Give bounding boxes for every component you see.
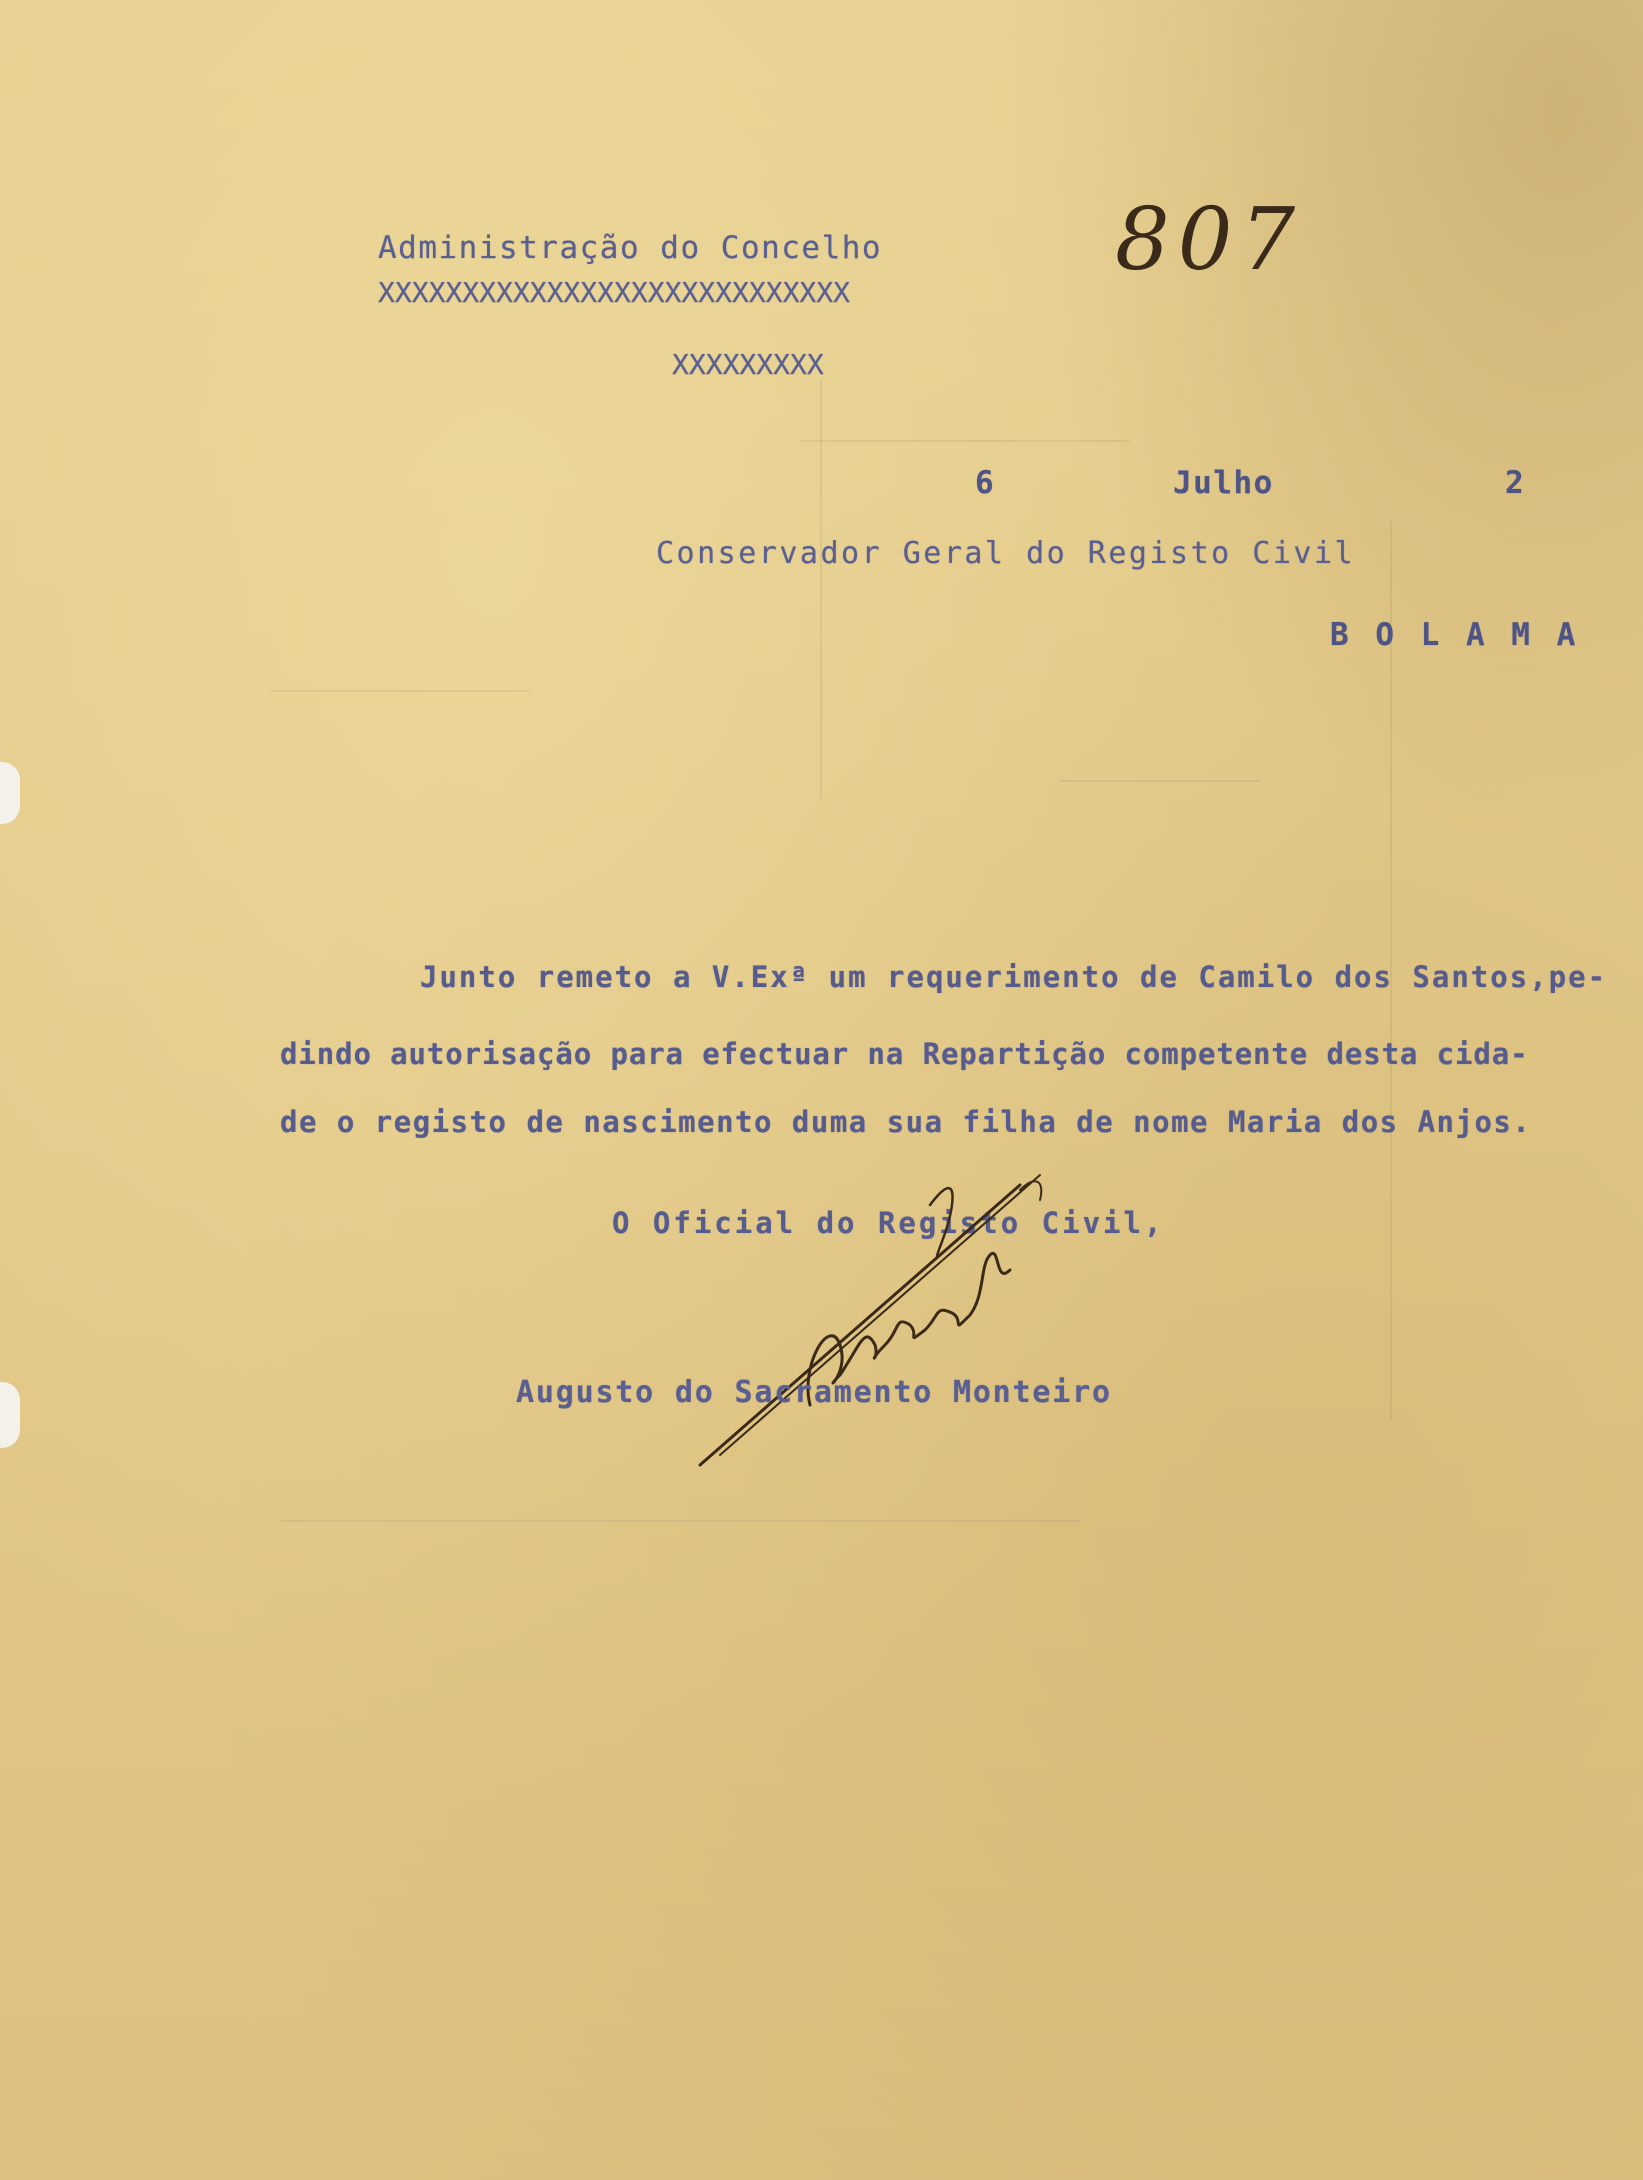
addressee-city: B O L A M A: [1330, 617, 1580, 653]
body-line-3: de o registo de nascimento duma sua filha de nome Maria dos Anjos.: [280, 1105, 1532, 1139]
header-administration: Administração do Concelho: [378, 230, 883, 266]
bleed-through-mark: [270, 690, 530, 692]
bleed-through-mark: [280, 1520, 1080, 1522]
handwritten-signature: [690, 1145, 1070, 1485]
bleed-through-mark: [800, 440, 1130, 442]
signatory-name: Augusto do Sacramento Monteiro: [516, 1375, 1112, 1410]
body-line-1: Junto remeto a V.Exª um requerimento de Camilo dos Santos,pe-: [420, 960, 1608, 994]
date-month: Julho: [1173, 465, 1274, 501]
punch-hole: [0, 762, 20, 824]
paper-crease: [820, 380, 822, 800]
bleed-through-mark: [1060, 780, 1260, 782]
body-line-2: dindo autorisação para efectuar na Repartição competente desta cida-: [280, 1037, 1529, 1071]
punch-hole: [0, 1382, 20, 1448]
date-year: 2: [1505, 465, 1526, 501]
header-struck-line: XXXXXXXXXXXXXXXXXXXXXXXXXXXX: [378, 276, 851, 309]
date-day: 6: [975, 465, 996, 501]
addressee: Conservador Geral do Registo Civil: [656, 536, 1356, 571]
closing-title: O Oficial do Registo Civil,: [612, 1206, 1165, 1240]
header-struck-short: XXXXXXXXX: [672, 348, 824, 381]
handwritten-folio-number: 807: [1115, 190, 1304, 290]
